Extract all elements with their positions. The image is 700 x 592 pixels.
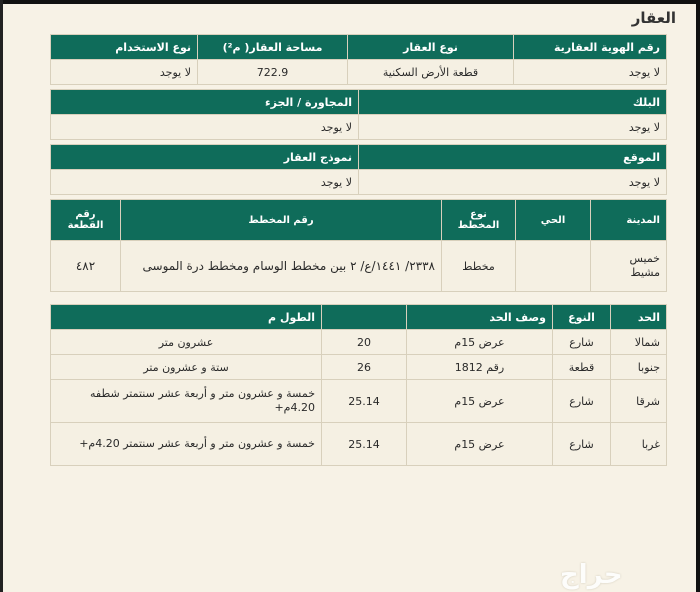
value-block: لا يوجد bbox=[359, 115, 667, 140]
header-usage-type: نوع الاستخدام bbox=[51, 35, 198, 60]
watermark-logo: حراج bbox=[560, 560, 623, 590]
boundary-desc: رقم 1812 bbox=[407, 355, 553, 380]
value-property-type: قطعة الأرض السكنية bbox=[348, 60, 514, 85]
boundary-length-number: 20 bbox=[322, 330, 407, 355]
boundary-length-text: ستة و عشرون متر bbox=[51, 355, 322, 380]
boundary-side: غربا bbox=[611, 423, 667, 466]
header-city: المدينة bbox=[591, 200, 667, 241]
header-district: الحي bbox=[516, 200, 591, 241]
value-city: خميس مشيط bbox=[591, 241, 667, 292]
value-neighborhood-part: لا يوجد bbox=[51, 115, 359, 140]
boundary-length-number: 25.14 bbox=[322, 423, 407, 466]
boundary-length-number: 26 bbox=[322, 355, 407, 380]
right-border bbox=[696, 0, 700, 592]
value-district bbox=[516, 241, 591, 292]
table-row bbox=[51, 423, 667, 466]
boundary-desc: عرض 15م bbox=[407, 380, 553, 423]
boundary-side: جنوبا bbox=[611, 355, 667, 380]
value-plot-number: ٤٨٢ bbox=[51, 241, 121, 292]
header-property-type: نوع العقار bbox=[348, 35, 514, 60]
boundary-side: شمالا bbox=[611, 330, 667, 355]
header-length: الطول م bbox=[51, 305, 322, 330]
value-location: لا يوجد bbox=[359, 170, 667, 195]
boundary-type: شارع bbox=[553, 330, 611, 355]
left-border bbox=[0, 0, 3, 592]
header-property-area: مساحة العقار( م²) bbox=[198, 35, 348, 60]
table-row bbox=[51, 355, 667, 380]
header-blank bbox=[322, 305, 407, 330]
boundary-length-text: خمسة و عشرون متر و أربعة عشر سنتمتر 4.20م+ bbox=[51, 423, 322, 466]
plan-table bbox=[50, 199, 667, 292]
header-property-model: نموذج العقار bbox=[51, 145, 359, 170]
table-row bbox=[51, 380, 667, 423]
value-property-id: لا يوجد bbox=[514, 60, 667, 85]
boundary-desc: عرض 15م bbox=[407, 330, 553, 355]
value-property-model: لا يوجد bbox=[51, 170, 359, 195]
location-table bbox=[50, 144, 667, 195]
top-border bbox=[0, 0, 700, 4]
boundary-desc: عرض 15م bbox=[407, 423, 553, 466]
block-table bbox=[50, 89, 667, 140]
boundary-length-text: خمسة و عشرون متر و أربعة عشر سنتمتر شطفه 4.20م+ bbox=[51, 380, 322, 423]
boundary-length-text: عشرون متر bbox=[51, 330, 322, 355]
section-title: العقار bbox=[631, 9, 676, 27]
boundaries-table bbox=[50, 304, 667, 466]
table-row bbox=[51, 330, 667, 355]
boundary-length-number: 25.14 bbox=[322, 380, 407, 423]
header-plan-number: رقم المخطط bbox=[121, 200, 442, 241]
header-boundary-type: النوع bbox=[553, 305, 611, 330]
header-plan-type: نوع المخطط bbox=[442, 200, 516, 241]
header-plot-number: رقم القطعة bbox=[51, 200, 121, 241]
value-property-area: 722.9 bbox=[198, 60, 348, 85]
boundary-type: شارع bbox=[553, 423, 611, 466]
boundary-side: شرقا bbox=[611, 380, 667, 423]
header-neighborhood-part: المجاورة / الجزء bbox=[51, 90, 359, 115]
header-property-id: رقم الهوية العقارية bbox=[514, 35, 667, 60]
property-table bbox=[50, 34, 667, 85]
value-plan-type: مخطط bbox=[442, 241, 516, 292]
value-usage-type: لا يوجد bbox=[51, 60, 198, 85]
boundary-type: قطعة bbox=[553, 355, 611, 380]
header-location: الموقع bbox=[359, 145, 667, 170]
header-boundary: الحد bbox=[611, 305, 667, 330]
boundary-type: شارع bbox=[553, 380, 611, 423]
header-block: البلك bbox=[359, 90, 667, 115]
header-boundary-desc: وصف الحد bbox=[407, 305, 553, 330]
value-plan-number: ٢٣٣٨/ ١٤٤١/ع/ ٢ بين مخطط الوسام ومخطط درة الموسى bbox=[121, 241, 442, 292]
